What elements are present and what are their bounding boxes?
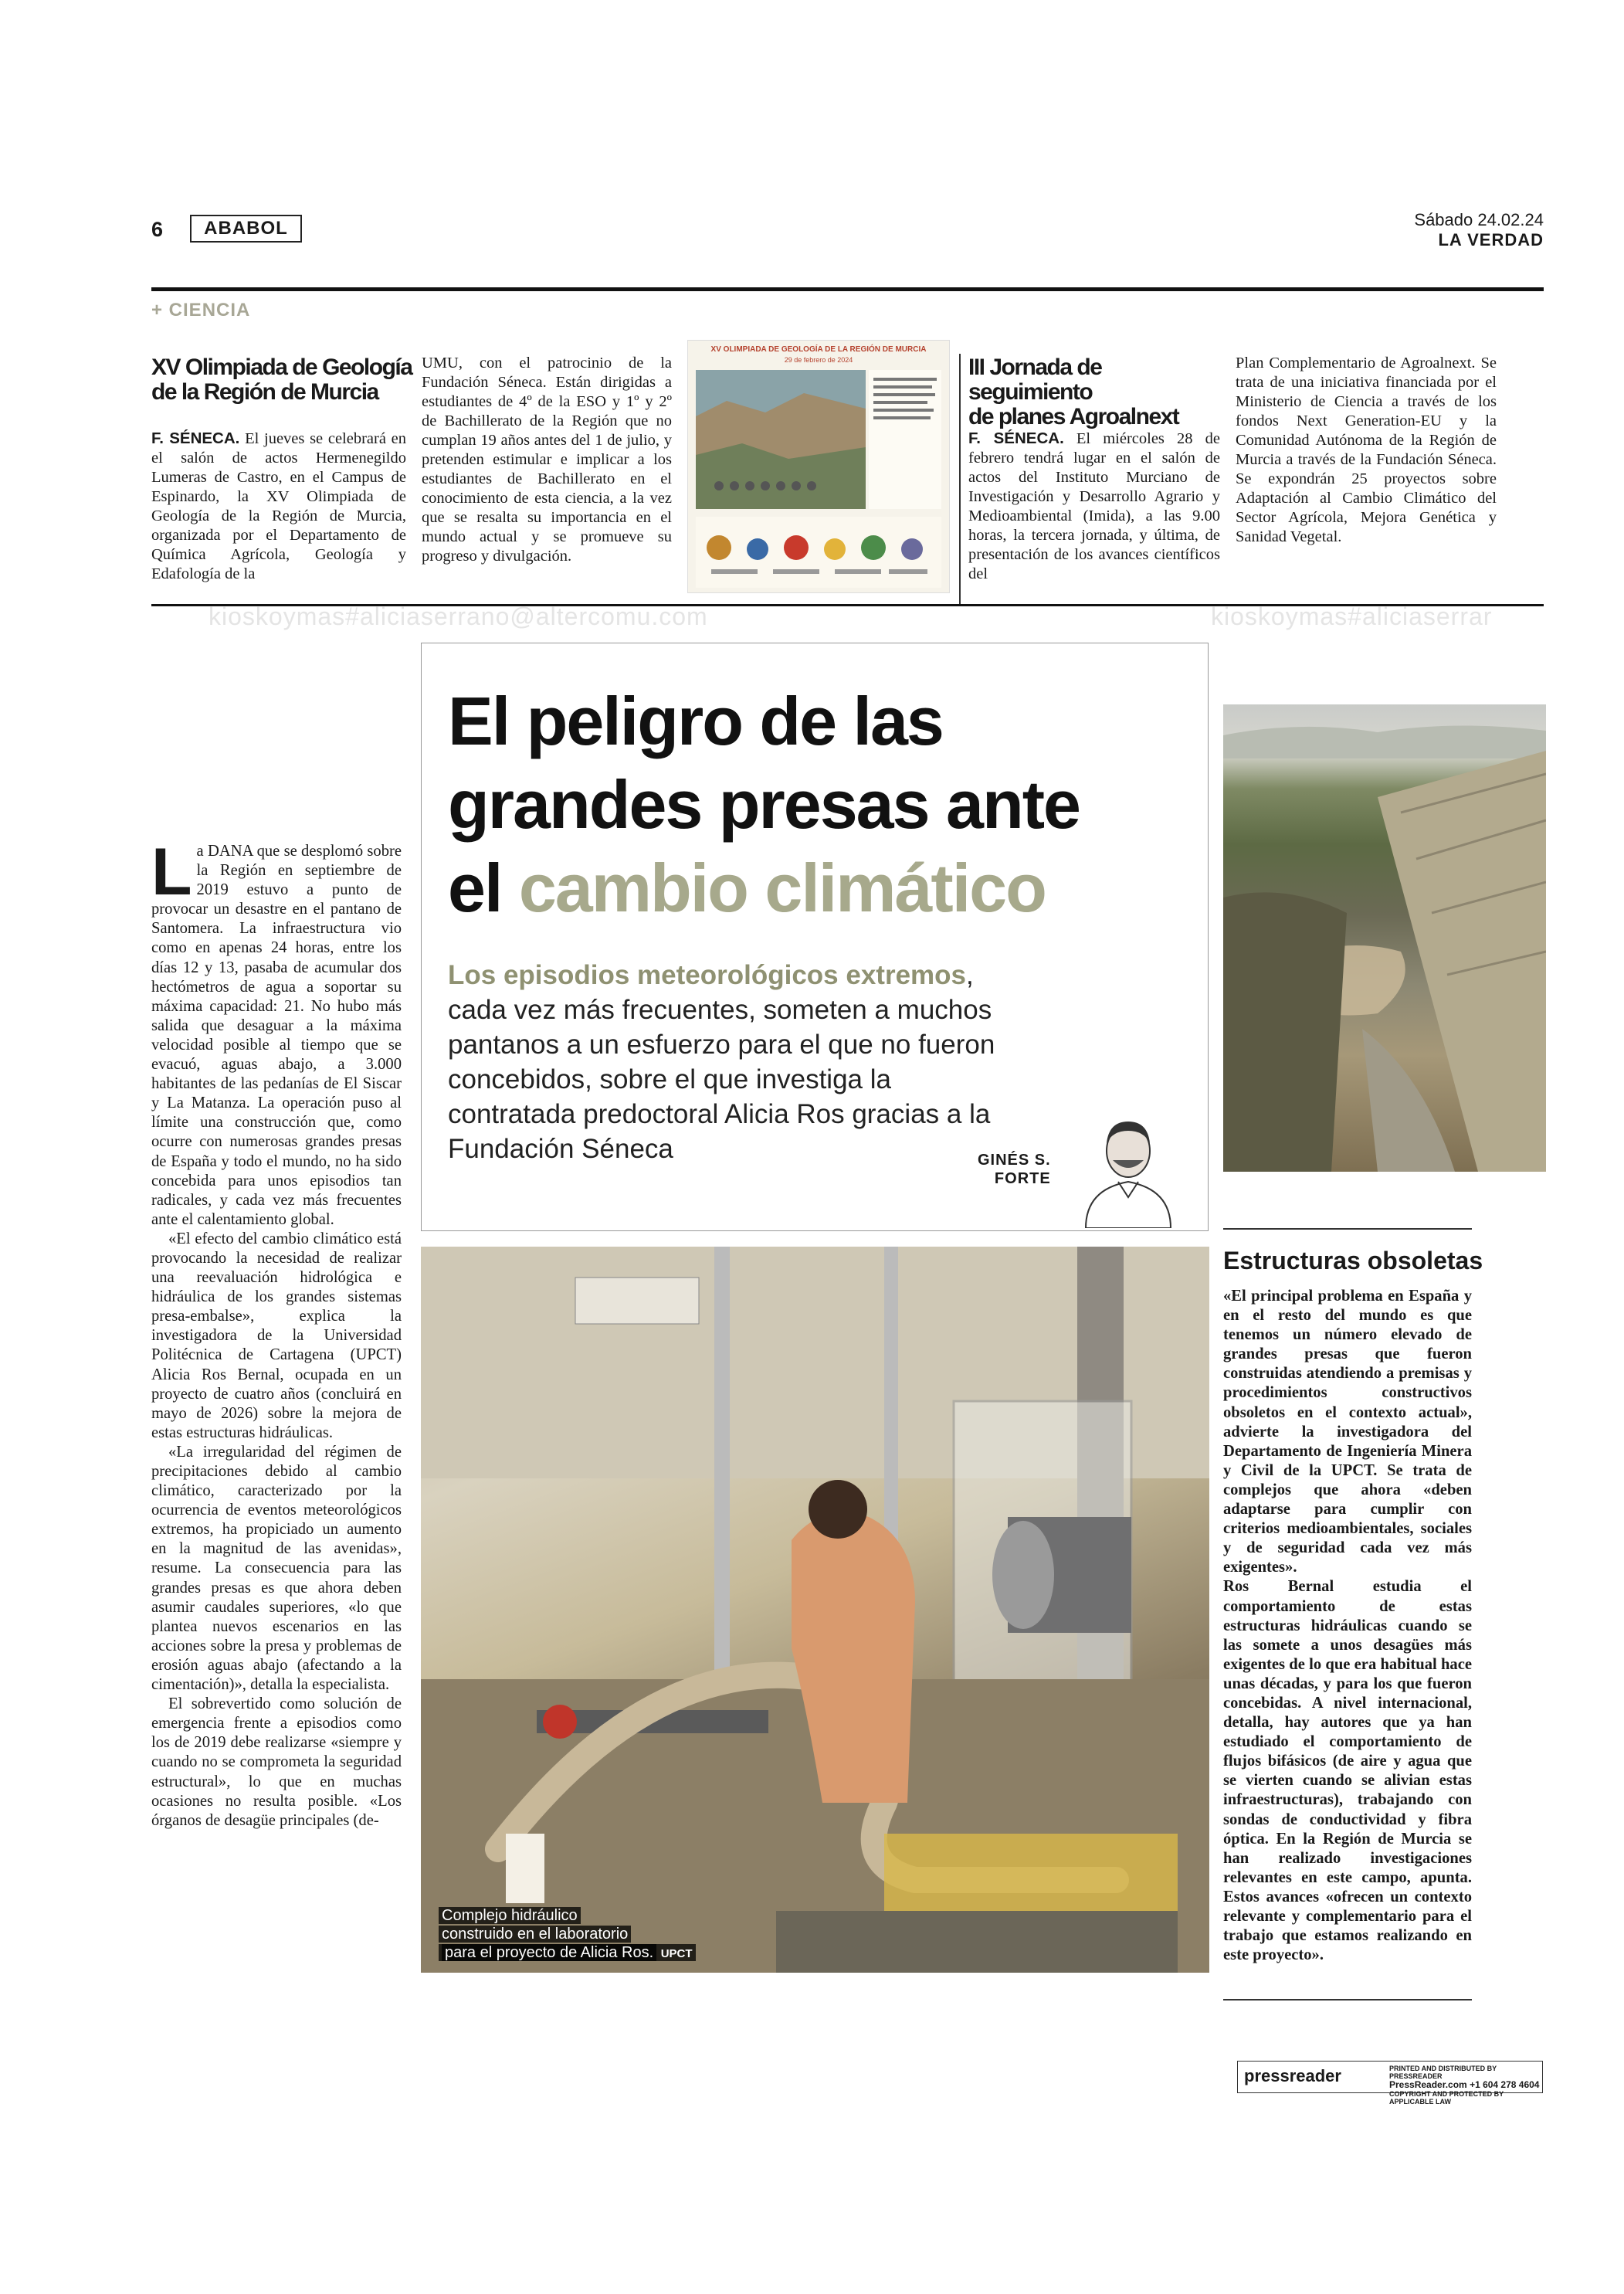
brief1-text-part1: El jueves se celebrará en el salón de actos Hermenegildo Lumeras de Castro, en el Campus de Espinardo, la XV Olimpiada de Geología de la Región de Murcia, organizada por el Departamento de Química Agrícola, Geología y Edafología de la <box>151 430 407 582</box>
poster-illustration <box>696 370 941 588</box>
sidebar-body <box>1223 1287 1472 1965</box>
byline-line2: FORTE <box>994 1170 1051 1187</box>
brief2-text-part1: El miércoles 28 de febrero tendrá lugar en el salón de actos del Instituto Murciano de Investigación y Desarrollo Agrario y Medioambiental (Imida), a las 9.00 horas, la tercera jornada, y última, de presentación de los avances científicos del <box>968 430 1220 582</box>
lab-illustration <box>421 1247 1209 1973</box>
poster-subheading: 29 de febrero de 2024 <box>784 356 853 364</box>
sidebar-top-rule <box>1223 1228 1472 1230</box>
brief2-text-col1 <box>968 429 1220 584</box>
headline-accent: cambio climático <box>518 850 1046 926</box>
issue-date: Sábado 24.02.24 <box>1414 210 1544 229</box>
brief-divider <box>959 354 961 606</box>
brief1-text-col2: UMU, con el patrocinio de la Fundación Séneca. Están dirigidas a estudiantes de 4º de la ESO y 1º y 2º de Bachillerato de la Región que no cumplan 19 años antes del 1 de julio, y pretenden estimular e implicar a los estudiantes de Bachillerato en el conocimiento de esta ciencia, a la vez que se resalta su importancia en el mundo actual y se promueve su progreso y divulgación. <box>422 355 672 565</box>
photo-caption <box>439 1906 696 1963</box>
caption-line1: Complejo hidráulico <box>439 1907 581 1924</box>
watermark-partial: kioskoymas#aliciaserrar <box>1211 602 1493 630</box>
category-label: + CIENCIA <box>151 300 251 321</box>
brief1-title-line1: XV Olimpiada de Geología <box>151 355 412 380</box>
brief1-source: F. SÉNECA. <box>151 429 240 447</box>
headline-line2: grandes presas ante <box>448 766 1080 843</box>
article-paragraph-2: «El efecto del cambio climático está provocando la necesidad de realizar una reevaluación hidrológica e hidráulica de los grandes sistemas presa-embalse», explica la investigadora de la Universidad Politécnica de Cartagena (UPCT) Alicia Ros Bernal, ocupada en un proyecto de cuatro años (concluirá en mayo de 2026) sobre la mejora de estas estructuras hidráulicas. <box>151 1230 402 1441</box>
headline-line1: El peligro de las <box>448 683 943 759</box>
dam-photo <box>1223 704 1546 1172</box>
brief1-title-line2: de la Región de Murcia <box>151 379 378 405</box>
article-paragraph-1 <box>151 835 402 1230</box>
section-label: ABABOL <box>190 215 302 243</box>
header-rule <box>151 287 1544 291</box>
dam-illustration <box>1223 704 1546 1172</box>
article-paragraph-3: «La irregularidad del régimen de precipitaciones debido al cambio climático, caracterizado por la ocurrencia de eventos meteorológicos extremos, ha propiciado un aumento en la magnitud de las avenidas», resume. La consecuencia para las grandes presas es que ahora deben asumir caudales superiores, «lo que plantea nuevos escenarios en las acciones sobre la presa y problemas de erosión aguas abajo (afectando a la cimentación)», detalla la especialista. <box>151 1443 402 1694</box>
page-number: 6 <box>151 218 164 241</box>
article-paragraph-4: El sobrevertido como solución de emergencia frente a episodios como los de 2019 debe realizarse «siempre y cuando no se comprometa la seguridad estructural», lo que en muchas ocasiones no resulta posible. «Los órganos de desagüe principales (de- <box>151 1695 402 1829</box>
caption-line3 <box>439 1944 696 1961</box>
headline <box>448 680 1189 930</box>
drop-cap: L <box>151 835 192 909</box>
headline-line3 <box>448 847 1189 930</box>
pressreader-info-line3: COPYRIGHT AND PROTECTED BY APPLICABLE LAW <box>1389 2090 1504 2106</box>
pressreader-logo: pressreader <box>1244 2066 1341 2085</box>
photo-credit: UPCT <box>660 1947 693 1960</box>
sidebar-paragraph-2: Ros Bernal estudia el comportamiento de estas estructuras hidráulicas cuando se las somete a unos desagües más exigentes de lo que era habitual hace unas décadas, y para los que fueron concebidas. A nivel internacional, detalla, hay autores que ya han estudiado el comportamiento de flujos bifásicos (de aire y agua que se vierten cuando se alivian estas infraestructuras), trabajando con sondas de conductividad y fibra óptica. En la Región de Murcia se han realizado investigaciones relevantes en este campo, apunta. Estos avances «ofrecen un contexto relevante y complementario para el trabajo que estamos realizando en este proyecto». <box>1223 1578 1472 1964</box>
newspaper-name: LA VERDAD <box>1438 230 1544 249</box>
lab-photo <box>421 1247 1209 1973</box>
brief2-title-line1: III Jornada de seguimiento <box>968 355 1102 405</box>
sidebar-bottom-rule <box>1223 1999 1472 2000</box>
pressreader-info-line1: PRINTED AND DISTRIBUTED BY PRESSREADER <box>1389 2065 1497 2080</box>
brief1-title <box>151 355 414 405</box>
byline-line1: GINÉS S. <box>978 1152 1051 1169</box>
subhead-lead: Los episodios meteorológicos extremos <box>448 960 966 990</box>
pressreader-info <box>1389 2065 1542 2106</box>
article-body <box>151 835 402 1831</box>
brief2-text-col2: Plan Complementario de Agroalnext. Se trata de una iniciativa financiada por el Ministerio de Ciencia a través de los fondos Next Generation-EU y la Comunidad Autónoma de la Región de Murcia a través de la Fundación Séneca. Se expondrán 25 proyectos sobre Adaptación al Cambio Climático del Sector Agrícola, Mejora Genética y Sanidad Vegetal. <box>1236 355 1497 545</box>
author-portrait <box>1070 1105 1186 1228</box>
watermark: kioskoymas#aliciaserrano@altercomu.com <box>209 602 708 630</box>
poster-heading: XV OLIMPIADA DE GEOLOGÍA DE LA REGIÓN DE MURCIA <box>710 345 927 354</box>
byline <box>978 1151 1051 1188</box>
sidebar-paragraph-1: «El principal problema en España y en el resto del mundo es que tenemos un número elevado de grandes presas que fueron construidas atendiendo a premisas y procedimientos constructivos obsoletos en el contexto actual», advierte la investigadora del Departamento de Ingeniería Minera y Civil de la UPCT. Se trata de complejos que ahora «deben adaptarse para cumplir con criterios medioambientales, sociales y de seguridad cada vez más exigentes». <box>1223 1288 1472 1576</box>
article-paragraph-1-text: a DANA que se desplomó sobre la Región en septiembre de 2019 estuvo a punto de provocar un desastre en el pantano de Santomera. La infraestructura vio como en apenas 24 horas, entre los días 12 y 13, pasaba de acumular dos hectómetros de agua a soportar su máxima capacidad: 21. No hubo más salida que desaguar a la máxima velocidad posible al tiempo que se evacuó, aguas abajo, a 3.000 habitantes de las pedanías de El Siscar y La Matanza. La operación puso al límite una construcción que, como ocurre con numerosas grandes presas de España y todo el mundo, no ha sido concebida para unos episodios tan radicales, y cada vez más frecuentes ante el calentamiento global. <box>151 843 402 1228</box>
caption-line2: construido en el laboratorio <box>439 1926 631 1943</box>
sidebar-title: Estructuras obsoletas <box>1223 1247 1483 1274</box>
brief2-title <box>968 355 1223 429</box>
pressreader-info-line2: PressReader.com +1 604 278 4604 <box>1389 2079 1540 2090</box>
olympiad-poster <box>687 340 950 593</box>
headline-line3-plain: el <box>448 850 502 926</box>
subheadline <box>448 958 1004 1166</box>
pressreader-badge <box>1237 2061 1543 2106</box>
brief2-source: F. SÉNECA. <box>968 429 1064 447</box>
caption-line3-text: para el proyecto de Alicia Ros. <box>442 1944 656 1961</box>
subhead-rest: , cada vez más frecuentes, someten a muchos pantanos a un esfuerzo para el que no fueron concebidos, sobre el que investiga la contratada predoctoral Alicia Ros gracias a la Fundación Séneca <box>448 960 995 1164</box>
brief1-text-col1 <box>151 429 406 584</box>
brief2-title-line2: de planes Agroalnext <box>968 404 1179 429</box>
